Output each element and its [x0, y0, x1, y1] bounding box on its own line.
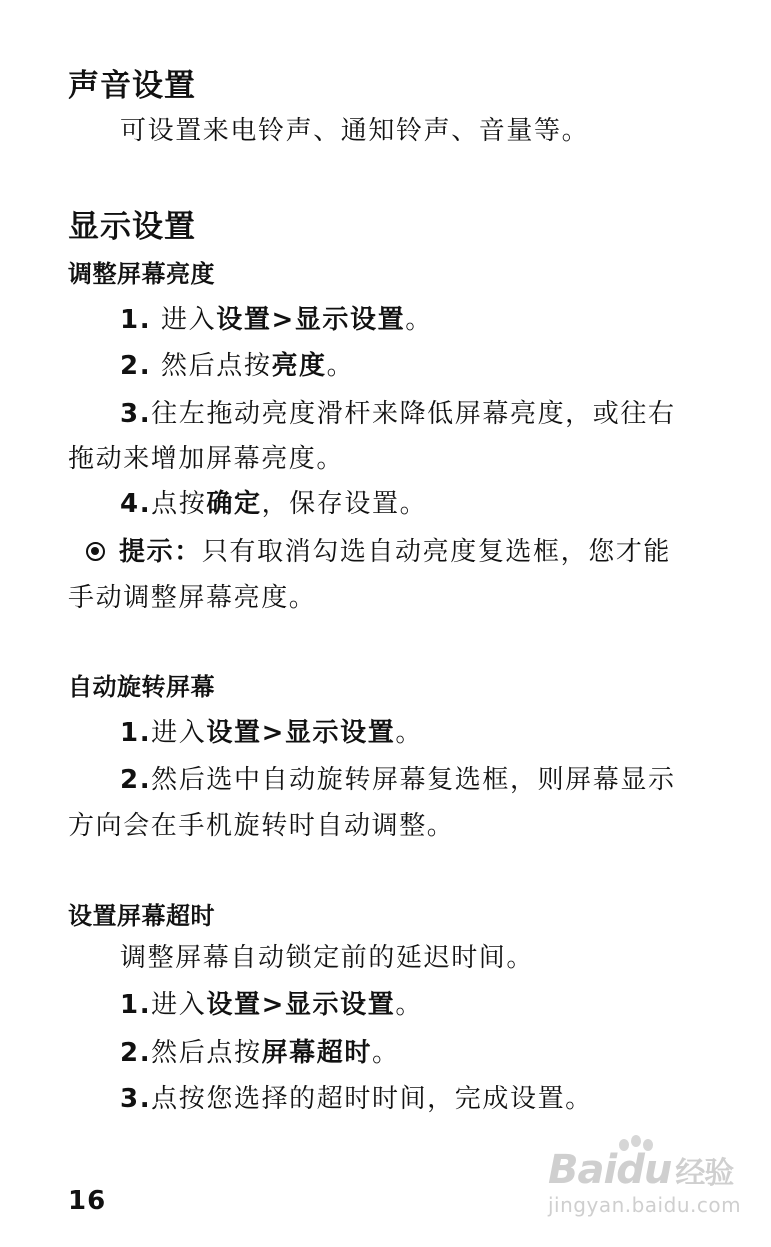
baidu-jingyan-watermark [548, 1143, 742, 1217]
step-text: 往左拖动亮度滑杆来降低屏幕亮度，或往右 [151, 399, 676, 429]
brightness-step-1 [120, 299, 433, 336]
step-emphasis: 确定 [206, 489, 262, 519]
step-text-end: 。 [395, 718, 423, 748]
step-emphasis: 屏幕超时 [261, 1038, 372, 1068]
brightness-step-2 [120, 345, 354, 382]
section-title-sound: 声音设置 [68, 68, 196, 104]
timeout-step-3 [120, 1078, 593, 1115]
step-text-end: ，保存设置。 [261, 489, 428, 519]
step-emphasis: 设置>显示设置 [216, 305, 406, 335]
subsection-title-autorotate: 自动旋转屏幕 [68, 673, 215, 701]
watermark-url: jingyan.baidu.com [548, 1193, 742, 1217]
step-text: 然后点按 [151, 1038, 262, 1068]
brightness-tip-continued: 手动调整屏幕亮度。 [68, 583, 317, 613]
step-number: 2. [120, 1038, 152, 1068]
watermark-logo [548, 1147, 741, 1193]
tip-label: 提示： [119, 537, 202, 567]
tip-text: 只有取消勾选自动亮度复选框，您才能 [201, 537, 672, 567]
step-number: 2. [120, 351, 152, 381]
watermark-logo-bai: Bai [548, 1147, 617, 1193]
step-number: 2. [120, 765, 152, 795]
step-text: 点按 [151, 489, 207, 519]
step-number: 3. [120, 1084, 152, 1114]
brightness-step-3 [120, 393, 676, 430]
step-text: 然后选中自动旋转屏幕复选框，则屏幕显示 [151, 765, 676, 795]
step-emphasis: 设置>显示设置 [206, 990, 396, 1020]
step-number: 3. [120, 399, 152, 429]
step-text: 进入 [151, 718, 207, 748]
step-text-end: 。 [405, 305, 433, 335]
timeout-step-1 [120, 984, 423, 1021]
subsection-title-timeout: 设置屏幕超时 [68, 902, 215, 930]
step-number: 1. [120, 305, 152, 335]
step-emphasis: 亮度 [271, 351, 327, 381]
page-number: 16 [68, 1186, 107, 1216]
brightness-step-3-continued: 拖动来增加屏幕亮度。 [68, 444, 345, 474]
section-title-display: 显示设置 [68, 209, 196, 245]
step-text: 进入 [151, 990, 207, 1020]
step-emphasis: 设置>显示设置 [206, 718, 396, 748]
step-number: 1. [120, 718, 152, 748]
brightness-tip [86, 531, 671, 568]
timeout-step-2 [120, 1032, 400, 1069]
tip-icon [86, 542, 105, 561]
watermark-logo-du: du [616, 1147, 672, 1193]
subsection-title-brightness: 调整屏幕亮度 [68, 260, 215, 288]
step-text: 然后点按 [151, 351, 272, 381]
step-text-end: 。 [395, 990, 423, 1020]
step-number: 4. [120, 489, 152, 519]
sound-description: 可设置来电铃声、通知铃声、音量等。 [120, 116, 590, 146]
step-text-end: 。 [371, 1038, 400, 1068]
step-text: 点按您选择的超时时间，完成设置。 [151, 1084, 593, 1114]
brightness-step-4 [120, 483, 427, 520]
autorotate-step-1 [120, 712, 423, 749]
timeout-description: 调整屏幕自动锁定前的延迟时间。 [120, 943, 535, 973]
watermark-logo-jingyan: 经验 [675, 1156, 734, 1191]
step-text-end: 。 [326, 351, 355, 381]
autorotate-step-2 [120, 759, 676, 796]
autorotate-step-2-continued: 方向会在手机旋转时自动调整。 [68, 811, 455, 841]
step-number: 1. [120, 990, 152, 1020]
step-text: 进入 [151, 305, 217, 335]
